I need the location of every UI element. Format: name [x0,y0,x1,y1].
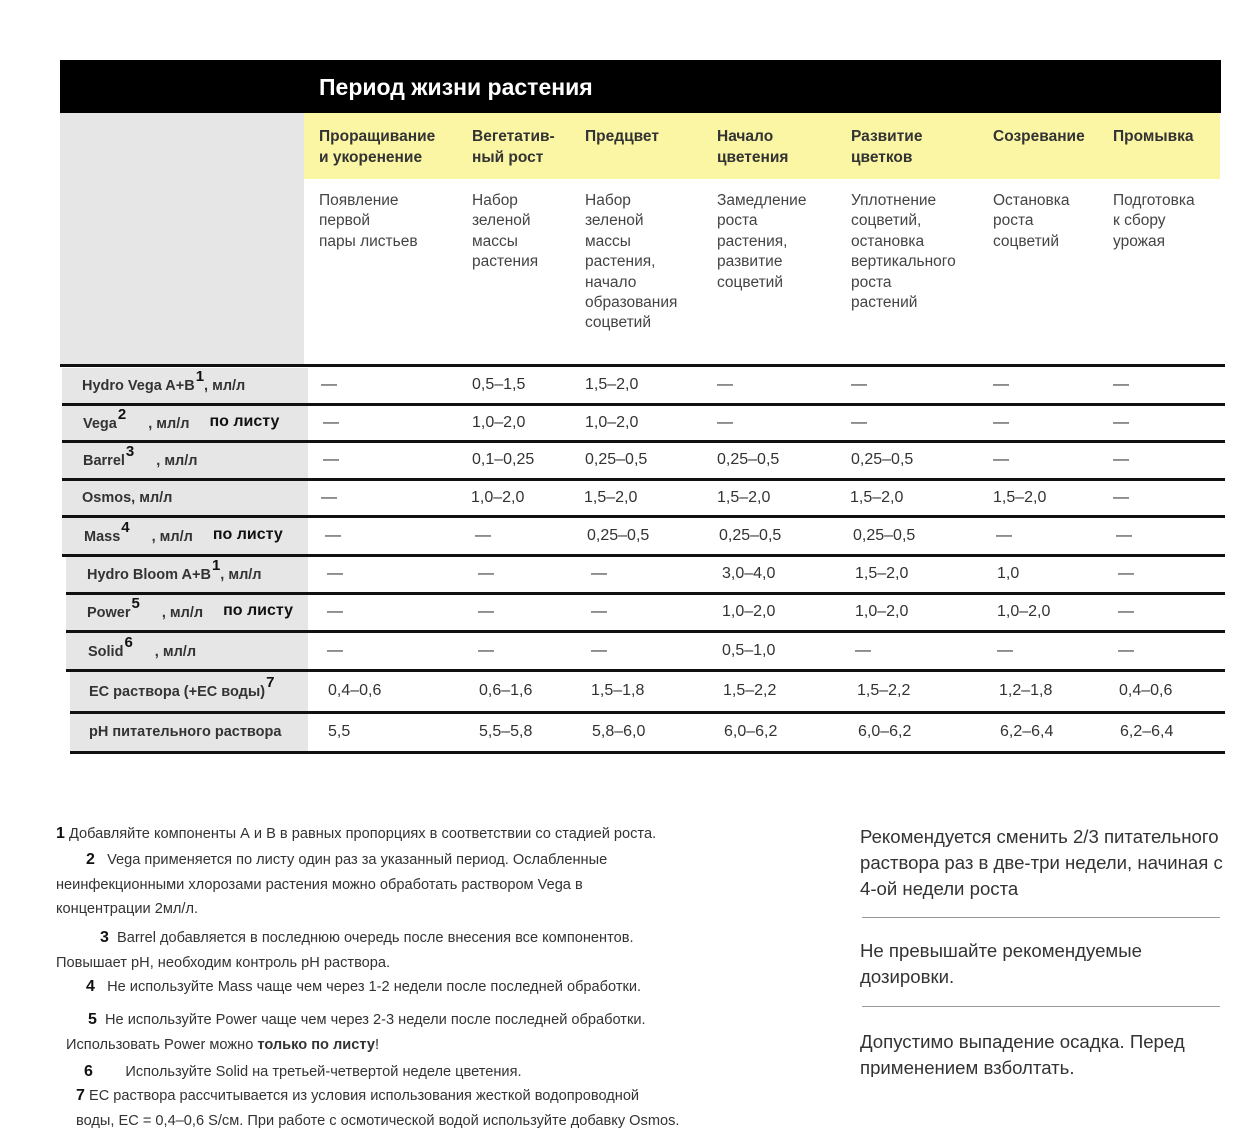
dose-value: 0,25–0,5 [717,451,780,468]
stage-description-line: Набор [472,192,518,209]
dose-value: 6,2–6,4 [1120,723,1174,740]
stage-header-line: Вегетатив- [472,128,555,145]
product-name: Mass [84,529,121,545]
unit-label: , мл/л [204,378,246,394]
dose-value: 0,25–0,5 [851,451,914,468]
row-label [87,557,262,583]
unit-label: , мл/л [148,416,190,432]
dose-value: — [997,642,1013,659]
dose-value: — [851,376,867,393]
stage-description-line: роста [717,212,758,230]
dose-value: 1,5–2,2 [723,682,777,699]
foliar-note: по листу [209,413,280,430]
dose-value: — [993,451,1009,468]
footnote-marker: 2 [117,406,127,423]
stage-description-line: начало [585,273,637,291]
stage-header [851,126,922,168]
stage-header [319,126,435,168]
dose-value: 5,8–6,0 [592,723,646,740]
stage-description-line: остановка [851,232,925,250]
dose-value: 0,25–0,5 [719,527,782,544]
dose-value: 3,0–4,0 [722,565,776,582]
stage-description-line: растения [472,253,539,271]
unit-label: , мл/л [154,644,197,660]
stage-header-line: и укоренение [319,149,423,166]
row-label [89,724,281,740]
stage-description [851,191,956,313]
stage-description [319,191,418,252]
footnote-7: 7 ЕС раствора рассчитывается из условия использования жесткой водопроводной воды, ЕС = 0,4–0,6 S/cм. При работе с осмотической водой используйте добавку Osmos. [76,1087,680,1129]
footnote-3: 3 Barrel добавляется в последнюю очередь после внесения все компонентов. Повышает рН, необходим контроль рН раствора. [56,929,634,971]
dose-value: — [851,414,867,431]
stage-description-line: растения, [717,232,788,250]
dose-value: — [855,642,871,659]
dose-value: 1,5–2,0 [717,489,771,506]
stage-header-line: цветков [851,149,913,166]
dose-value: — [327,642,343,659]
recommendation-3: Допустимо выпадение осадка. Перед применением взболтать. [860,1031,1185,1077]
dose-value: — [1113,451,1129,468]
row-label [84,519,283,546]
stage-header [717,126,788,168]
dose-value: 1,0–2,0 [855,603,909,620]
dose-value: — [478,642,494,659]
stage-description-line: первой [319,212,370,230]
dose-value: 1,5–2,0 [585,376,639,393]
stage-header-line: Предцвет [585,128,659,145]
product-name: pH питательного раствора [89,724,282,740]
dose-value: — [478,565,494,582]
dose-value: — [323,414,339,431]
footnote-6: 6 Используйте Solid на третьей-четвертой неделе цветения. [84,1063,522,1080]
stage-description-line: образования [585,294,678,312]
dose-value: — [717,376,733,393]
footnote-marker: 1 [211,557,221,574]
dose-value: — [1113,489,1129,506]
dose-value: 1,5–2,0 [584,489,638,506]
dose-value: — [1113,414,1129,431]
dose-value: — [1118,565,1134,582]
dose-value: 0,25–0,5 [587,527,650,544]
dose-value: — [993,376,1009,393]
page-title: Период жизни растения [319,74,593,100]
stage-description-line: вертикального [851,253,956,271]
dose-value: — [1118,603,1134,620]
product-name: Solid [88,644,124,660]
dose-value: 6,0–6,2 [724,723,778,740]
stage-header [585,126,659,147]
dose-value: 1,5–2,2 [857,682,911,699]
row-label [89,674,275,700]
dose-value: — [327,565,343,582]
table-rule [60,364,1225,367]
stage-description-line: Набор [585,192,631,209]
stage-description-line: массы [585,232,631,250]
dose-value: — [1116,527,1132,544]
footnote-marker: 1 [195,368,205,385]
dose-value: 5,5–5,8 [479,723,533,740]
row-label [82,490,172,506]
dose-value: 0,6–1,6 [479,682,533,699]
unit-label: , мл/л [220,567,262,583]
stage-description-line: Появление [319,192,399,209]
stage-description-line: Подготовка [1113,192,1195,209]
stage-header [472,126,555,168]
dose-value: 0,4–0,6 [328,682,382,699]
stage-description-line: к сбору [1113,212,1166,230]
recommendation-1: Рекомендуется сменить 2/3 питательного раствора раз в две-три недели, начиная с 4-ой недели роста [860,826,1223,899]
stage-header-line: ный рост [472,149,544,166]
row-label [87,595,294,622]
dose-value: 1,5–2,0 [993,489,1047,506]
divider [862,917,1220,918]
stage-description-line: Остановка [993,192,1070,209]
divider [862,1006,1220,1007]
dose-value: 0,1–0,25 [472,451,535,468]
row-label [83,443,198,469]
stage-header [1113,126,1193,147]
dose-value: 0,4–0,6 [1119,682,1173,699]
product-name: Hydro Vega A+B [82,378,195,394]
stage-description-line: Замедление [717,192,807,209]
dose-value: — [321,489,337,506]
unit-label: , мл/л [156,453,198,469]
stage-description-line: зеленой [585,212,644,230]
dose-value: 0,5–1,0 [722,642,776,659]
footnote-marker: 7 [266,674,275,691]
stage-description [585,191,677,334]
dose-value: 6,2–6,4 [1000,723,1054,740]
title-bar [60,60,1221,113]
dose-value: — [591,565,607,582]
dose-value: 6,0–6,2 [858,723,912,740]
stage-header [993,126,1085,147]
recommendation-2: Не превышайте рекомендуемые дозировки. [860,940,1142,987]
table-rule [70,751,1225,754]
dose-value: 1,0–2,0 [722,603,776,620]
dose-value: — [1113,376,1129,393]
stage-description-line: Уплотнение [851,192,937,209]
stage-description-line: массы [472,232,518,250]
stage-description-line: растений [851,294,918,312]
dose-value: — [325,527,341,544]
footnote-marker: 5 [131,595,140,612]
dose-value: 1,0–2,0 [997,603,1051,620]
dose-value: 0,25–0,5 [853,527,916,544]
stage-description-line: соцветий, [851,212,922,230]
dose-value: — [717,414,733,431]
dose-value: 1,5–2,0 [850,489,904,506]
dose-value: 0,5–1,5 [472,376,526,393]
stage-description-line: пары листьев [319,232,418,250]
product-name: Power [87,605,131,621]
row-label-header [60,113,304,366]
row-label [82,368,246,394]
product-name: EC раствора (+EC воды) [89,684,266,700]
stage-description [993,191,1070,252]
foliar-note: по листу [212,526,283,543]
dose-value: 1,0–2,0 [585,414,639,431]
stage-description [717,191,806,293]
dose-value: 1,5–1,8 [591,682,645,699]
product-name: Hydro Bloom A+B [87,567,211,583]
unit-label: , мл/л [161,605,204,621]
row-label [88,634,197,660]
footnote-2: 2 Vega применяется по листу один раз за указанный период. Ослабленные неинфекционными хлорозами растения можно обработать раствором Vega в концентрации 2мл/л. [56,851,608,917]
stage-description [1113,191,1195,252]
dose-value: — [591,642,607,659]
dose-value: — [478,603,494,620]
dose-value: 1,0–2,0 [472,414,526,431]
dose-value: — [475,527,491,544]
dose-value: — [591,603,607,620]
footnote-4: 4 Не используйте Mass чаще чем через 1-2 недели после последней обработки. [86,978,642,995]
row-label [83,406,280,433]
stage-header-line: Начало [717,128,774,145]
footnote-marker: 4 [121,519,130,536]
stage-header-line: Развитие [851,128,923,145]
stage-header-line: цветения [717,149,789,166]
stage-description-line: растения, [585,253,656,271]
stage-description-line: соцветий [717,273,784,291]
stage-description-line: урожая [1113,232,1166,250]
dose-value: — [996,527,1012,544]
stage-description-line: роста [851,273,892,291]
foliar-note: по листу [223,602,294,619]
stage-header-line: Созревание [993,128,1085,145]
dose-value: 1,0 [997,565,1020,582]
dose-value: — [321,376,337,393]
dose-value: 0,25–0,5 [585,451,648,468]
footnote-marker: 3 [125,443,135,460]
stage-header-line: Проращивание [319,128,436,145]
stage-description-line: зеленой [472,212,531,230]
product-name: Vega [83,416,117,432]
product-name: Barrel [83,453,125,469]
footnote-5: 5 Не используйте Power чаще чем через 2-3 недели после последней обработки. Использовать Power можно только по листу! [66,1011,646,1053]
dose-value: — [1118,642,1134,659]
dose-value: 1,2–1,8 [999,682,1053,699]
stage-description [472,191,538,273]
product-name: Osmos, мл/л [82,490,173,506]
dose-value: 1,0–2,0 [471,489,525,506]
dose-value: — [993,414,1009,431]
dose-value: 1,5–2,0 [855,565,909,582]
stage-description-line: соцветий [585,314,652,332]
stage-description-line: развитие [717,253,783,271]
footnote-marker: 6 [124,634,133,651]
unit-label: , мл/л [151,529,193,545]
footnote-1: 1 Добавляйте компоненты А и В в равных пропорциях в соответствии со стадией роста. [56,825,657,842]
dose-value: 5,5 [328,723,351,740]
stage-description-line: соцветий [993,232,1060,250]
dose-value: — [327,603,343,620]
stage-header-line: Промывка [1113,128,1194,145]
dose-value: — [323,451,339,468]
stage-description-line: роста [993,212,1034,230]
